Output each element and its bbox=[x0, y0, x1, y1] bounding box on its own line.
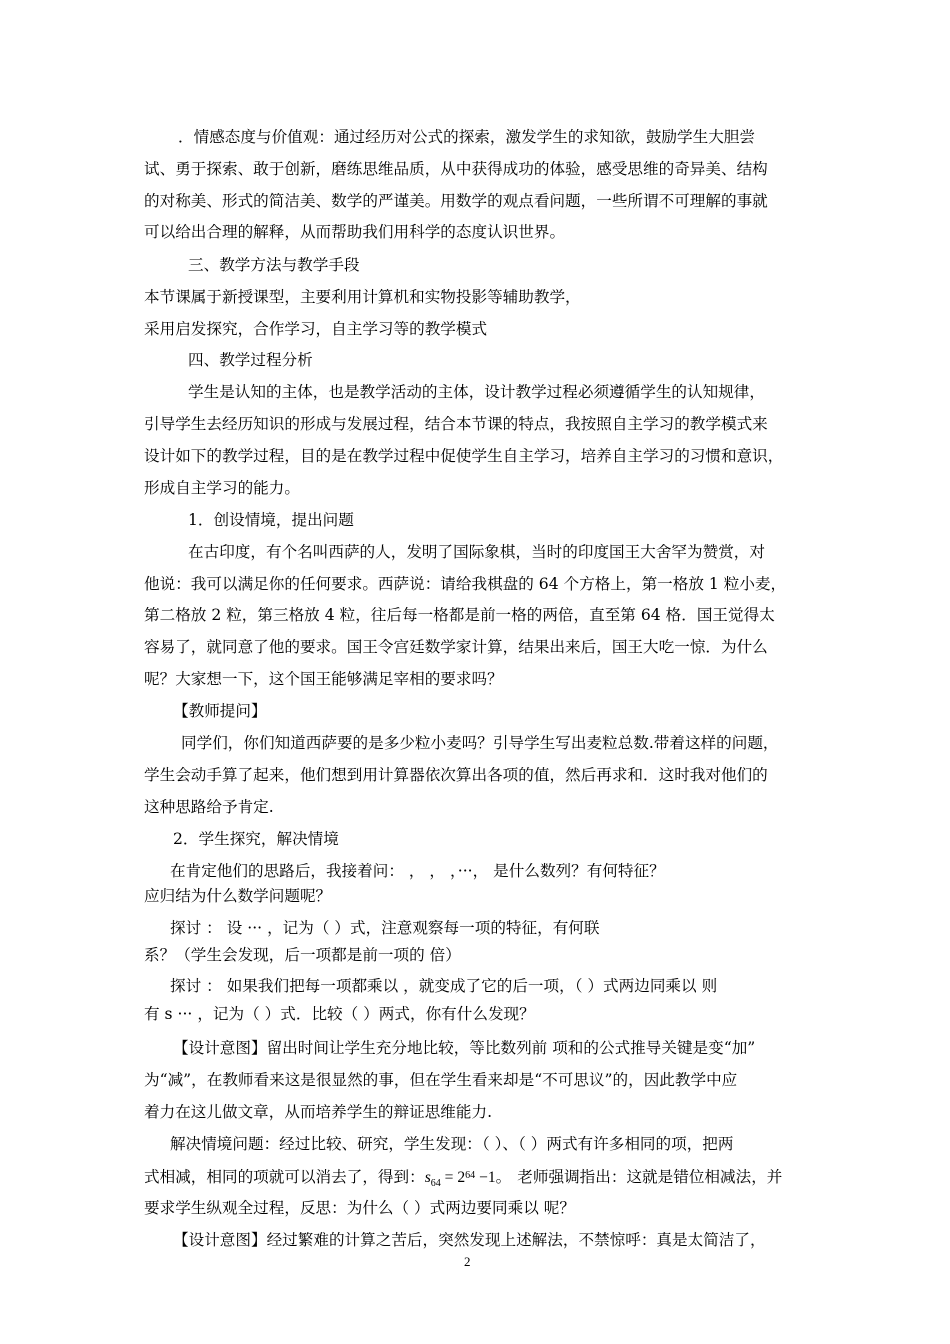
paragraph-line: 的对称美、形式的简洁美、数学的严谨美。用数学的观点看问题，一些所谓不可理解的事就 bbox=[144, 192, 768, 210]
formula-tail: −1 bbox=[475, 1169, 496, 1186]
formula-exponent: 64 bbox=[465, 1170, 476, 1181]
formula-end: 。 bbox=[495, 1169, 512, 1186]
formula-s: s bbox=[424, 1169, 431, 1186]
paragraph-line: 学生会动手算了起来，他们想到用计算器依次算出各项的值，然后再求和．这时我对他们的 bbox=[144, 766, 768, 784]
paragraph-line: 应归结为什么数学问题呢？ bbox=[144, 887, 332, 905]
bracket-heading: 【设计意图】留出时间让学生充分地比较，等比数列前 项和的公式推导关键是变“加” bbox=[173, 1039, 756, 1057]
paragraph-line: 这种思路给予肯定. bbox=[144, 798, 274, 816]
paragraph-line: 着力在这儿做文章，从而培养学生的辩证思维能力. bbox=[144, 1103, 493, 1121]
subsection-heading: 1．创设情境，提出问题 bbox=[188, 511, 354, 529]
paragraph-line: 系？（学生会发现，后一项都是前一项的 倍） bbox=[144, 946, 461, 964]
paragraph-line: 探讨 ： 设 ··· ，记为（ ）式，注意观察每一项的特征，有何联 bbox=[170, 919, 600, 937]
paragraph-line: 同学们，你们知道西萨要的是多少粒小麦吗？引导学生写出麦粒总数.带着这样的问题， bbox=[181, 734, 779, 752]
paragraph-line: 解决情境问题：经过比较、研究，学生发现：（ ）、（ ）两式有许多相同的项，把两 bbox=[170, 1135, 734, 1153]
paragraph-line: 在肯定他们的思路后，我接着问： ， ， ，···， 是什么数列？有何特征？ bbox=[170, 862, 665, 880]
paragraph-line: 可以给出合理的解释，从而帮助我们用科学的态度认识世界。 bbox=[144, 223, 566, 241]
page-number: 2 bbox=[464, 1254, 471, 1269]
section-heading: 三、教学方法与教学手段 bbox=[188, 256, 360, 274]
paragraph-line: 采用启发探究，合作学习，自主学习等的教学模式 bbox=[144, 320, 488, 338]
paragraph-line: 容易了，就同意了他的要求。国王令宫廷数学家计算，结果出来后，国王大吃一惊．为什么 bbox=[144, 638, 768, 656]
subsection-heading: 2．学生探究，解决情境 bbox=[173, 830, 339, 848]
paragraph-line bbox=[144, 1166, 783, 1189]
formula-equals: = 2 bbox=[440, 1169, 466, 1186]
section-heading: 四、教学过程分析 bbox=[188, 351, 313, 369]
paragraph-line: 试、勇于探索、敢于创新，磨练思维品质，从中获得成功的体验，感受思维的奇异美、结构 bbox=[144, 160, 768, 178]
paragraph-line: ．情感态度与价值观：通过经历对公式的探索，激发学生的求知欲，鼓励学生大胆尝 bbox=[178, 128, 755, 146]
paragraph-line: 他说：我可以满足你的任何要求。西萨说：请给我棋盘的 64 个方格上，第一格放 1 粒小麦， bbox=[144, 575, 787, 593]
formula-subscript: 64 bbox=[430, 1178, 441, 1189]
paragraph-line: 引导学生去经历知识的形成与发展过程，结合本节课的特点，我按照自主学习的教学模式来 bbox=[144, 415, 768, 433]
paragraph-line: 设计如下的教学过程，目的是在教学过程中促使学生自主学习，培养自主学习的习惯和意识， bbox=[144, 447, 784, 465]
paragraph-line: 要求学生纵观全过程，反思：为什么（ ）式两边要同乘以 呢？ bbox=[144, 1199, 575, 1217]
bracket-heading: 【教师提问】 bbox=[173, 702, 267, 720]
paragraph-line: 第二格放 2 粒，第三格放 4 粒，往后每一格都是前一格的两倍，直至第 64 格．国王觉得太 bbox=[144, 606, 775, 624]
bracket-heading: 【设计意图】经过繁难的计算之苦后，突然发现上述解法，不禁惊呼：真是太简洁了， bbox=[173, 1231, 766, 1249]
paragraph-line: 学生是认知的主体，也是教学活动的主体，设计教学过程必须遵循学生的认知规律， bbox=[188, 383, 765, 401]
paragraph-text: 老师强调指出：这就是错位相减法，并 bbox=[517, 1168, 783, 1186]
paragraph-line: 呢？大家想一下，这个国王能够满足宰相的要求吗？ bbox=[144, 670, 503, 688]
paragraph-line: 有 s ··· ，记为（ ）式．比较（ ）两式，你有什么发现？ bbox=[144, 1005, 535, 1023]
paragraph-line: 在古印度，有个名叫西萨的人，发明了国际象棋，当时的印度国王大舍罕为赞赏，对 bbox=[188, 543, 765, 561]
paragraph-line: 形成自主学习的能力。 bbox=[144, 479, 300, 497]
paragraph-line: 探讨 ： 如果我们把每一项都乘以 ，就变成了它的后一项，（ ）式两边同乘以 则 bbox=[170, 977, 718, 995]
paragraph-text: 式相减，相同的项就可以消去了，得到： bbox=[144, 1168, 425, 1186]
paragraph-line: 本节课属于新授课型，主要利用计算机和实物投影等辅助教学， bbox=[144, 288, 581, 306]
formula bbox=[424, 1169, 512, 1189]
paragraph-line: 为“减”，在教师看来这是很显然的事，但在学生看来却是“不可思议”的，因此教学中应 bbox=[144, 1071, 738, 1089]
